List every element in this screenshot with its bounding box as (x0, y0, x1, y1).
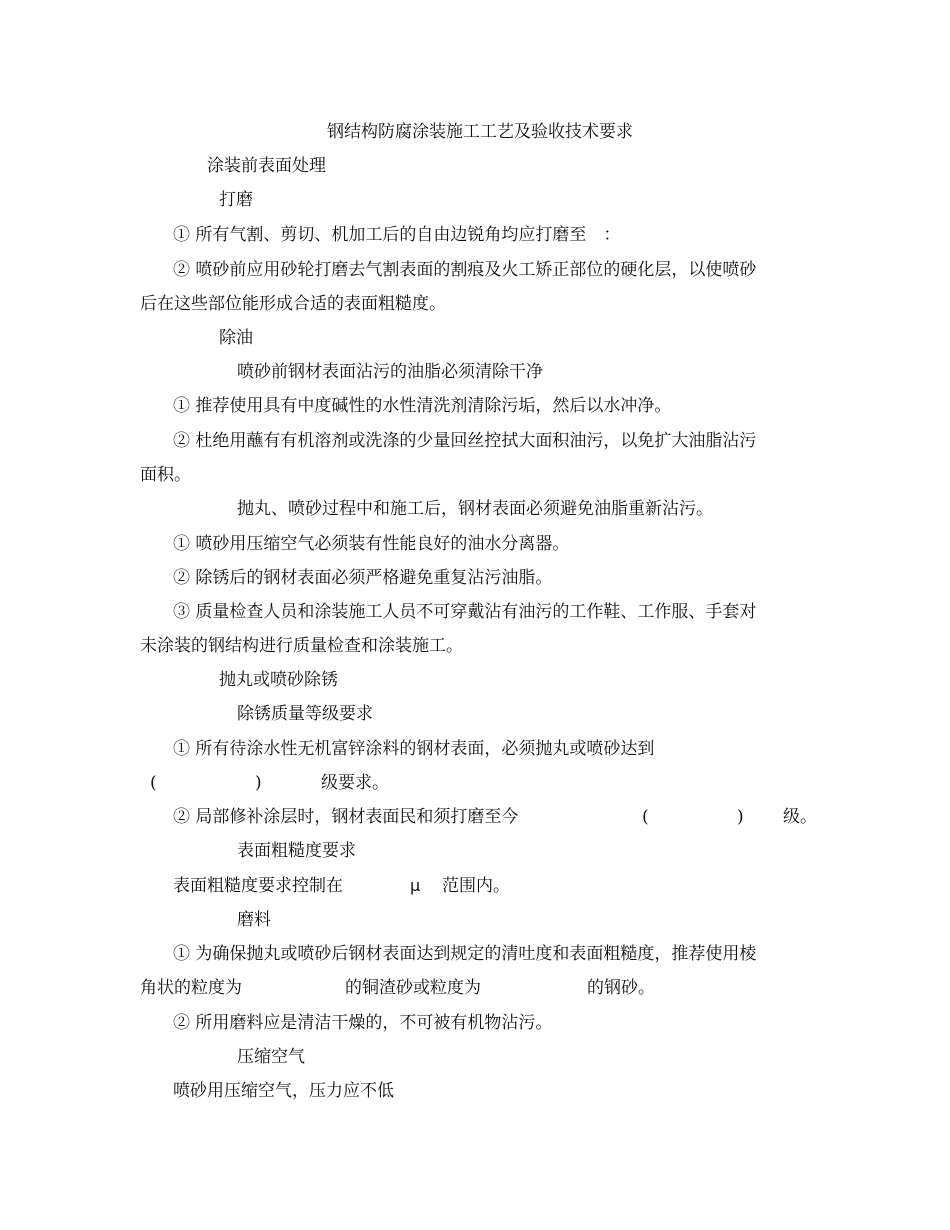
paragraph-line: 未涂装的钢结构进行质量检查和涂装施工。 (140, 636, 463, 656)
close-paren: ) (255, 773, 262, 793)
paragraph-line: 表面粗糙度要求控制在 (173, 876, 343, 896)
subsection-heading: 打磨 (219, 190, 253, 210)
paragraph-line: 范围内。 (442, 876, 510, 896)
paragraph-line: ② 局部修补涂层时，钢材表面民和须打磨至今 (173, 807, 519, 827)
paragraph-line: ② 所用磨料应是清洁干燥的，不可被有机物沾污。 (173, 1013, 553, 1033)
subsection-heading: 抛丸或喷砂除锈 (219, 670, 338, 690)
paragraph-line: 磨料 (237, 910, 271, 930)
open-paren: ( (150, 773, 157, 793)
document-title: 钢结构防腐涂装施工工艺及验收技术要求 (327, 122, 633, 142)
paragraph-line: ① 喷砂用压缩空气必须装有性能良好的油水分离器。 (173, 534, 570, 554)
paragraph-line: ② 杜绝用蘸有有机溶剂或洗涤的少量回丝控拭大面积油污，以免扩大油脂沾污 (173, 431, 757, 451)
paragraph-line: ③ 质量检查人员和涂装施工人员不可穿戴沾有油污的工作鞋、工作服、手套对 (173, 602, 757, 622)
paragraph-line: ① 推荐使用具有中度碱性的水性清洗剂清除污垢，然后以水冲净。 (173, 396, 672, 416)
paragraph-line: 级要求。 (321, 773, 389, 793)
paragraph-line: 的钢砂。 (587, 978, 655, 998)
paragraph-line: ① 为确保抛丸或喷砂后钢材表面达到规定的清吐度和表面粗糙度，推荐使用棱 (173, 944, 757, 964)
micro-symbol: μ (410, 876, 421, 895)
paragraph-line: 表面粗糙度要求 (237, 841, 356, 861)
close-paren: ) (737, 807, 744, 827)
paragraph-line: 喷砂用压缩空气，压力应不低 (173, 1081, 394, 1101)
paragraph-line: 面积。 (140, 465, 191, 485)
paragraph-line: ① 所有气割、剪切、机加工后的自由边锐角均应打磨至 ： (173, 225, 621, 245)
paragraph-line: ② 除锈后的钢材表面必须严格避免重复沾污油脂。 (173, 568, 553, 588)
paragraph-line: 角状的粒度为 (140, 978, 242, 998)
paragraph-line: 后在这些部位能形成合适的表面粗糙度。 (140, 294, 446, 314)
paragraph-line: 喷砂前钢材表面沾污的油脂必须清除干净 (237, 362, 543, 382)
paragraph-line: 抛丸、喷砂过程中和施工后，钢材表面必须避免油脂重新沾污。 (237, 499, 713, 519)
paragraph-line: 的铜渣砂或粒度为 (345, 978, 481, 998)
paragraph-line: 级。 (783, 807, 817, 827)
open-paren: ( (642, 807, 649, 827)
subsection-heading: 除油 (219, 328, 253, 348)
paragraph-line: ② 喷砂前应用砂轮打磨去气割表面的割痕及火工矫正部位的硬化层，以使喷砂 (173, 260, 757, 280)
paragraph-line: 除锈质量等级要求 (237, 704, 373, 724)
paragraph-line: 压缩空气 (237, 1047, 305, 1067)
paragraph-line: ① 所有待涂水性无机富锌涂料的钢材表面，必须抛丸或喷砂达到 (173, 739, 655, 759)
section-heading: 涂装前表面处理 (207, 156, 326, 176)
